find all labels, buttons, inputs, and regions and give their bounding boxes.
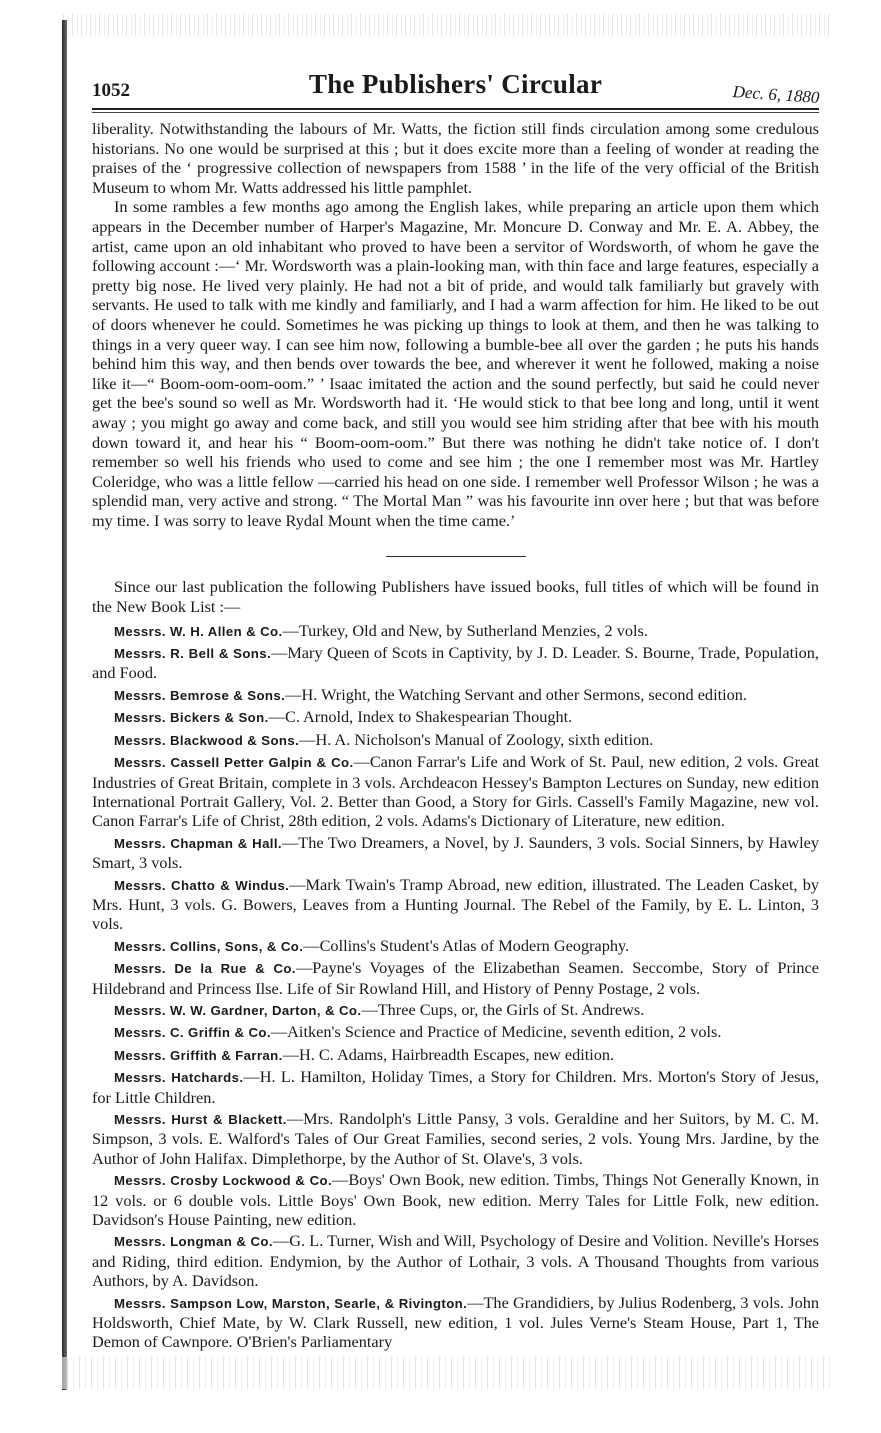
book-list <box>92 577 819 1351</box>
publisher-name: Messrs. Griffith & Farran. <box>114 1047 283 1063</box>
publisher-titles: —Boys' Own Book, new edition. Timbs, Things Not Generally Known, in 12 vols. or 6 double vols. Little Boys' Own Book, new edition. Merry Tales for Little Folk, new edition. Davidson's House Painting, new edition. <box>92 1170 819 1230</box>
publisher-name: Messrs. De la Rue & Co. <box>114 961 296 977</box>
journal-title: The Publishers' Circular <box>308 69 603 99</box>
book-list-entry <box>92 1109 819 1168</box>
publisher-name: Messrs. Hurst & Blackett. <box>114 1112 287 1127</box>
publisher-name: Messrs. Chatto & Windus. <box>114 877 290 893</box>
page-top-edge <box>60 14 830 36</box>
publisher-name: Messrs. Collins, Sons, & Co. <box>114 938 304 954</box>
book-list-entry <box>92 958 819 998</box>
book-list-entry <box>92 1170 819 1229</box>
publisher-name: Messrs. W. W. Gardner, Darton, & Co. <box>114 1002 362 1018</box>
publisher-titles: —H. A. Nicholson's Manual of Zoology, sixth edition. <box>299 729 654 749</box>
book-list-entry <box>92 1022 819 1042</box>
publisher-titles: —H. L. Hamilton, Holiday Times, a Story for Children. Mrs. Morton's Story of Jesus, for Little Children. <box>92 1067 819 1107</box>
publisher-name: Messrs. Bickers & Son. <box>114 710 269 726</box>
publisher-titles: —Aitken's Science and Practice of Medicine, seventh edition, 2 vols. <box>270 1022 722 1042</box>
publisher-titles: —Turkey, Old and New, by Sutherland Menzies, 2 vols. <box>282 620 648 640</box>
book-list-entry <box>92 1000 819 1020</box>
header-rule-thin <box>92 112 819 113</box>
article-paragraph: liberality. Notwithstanding the labours of Mr. Watts, the fiction still finds circulation among some credulous historians. No one would be surprised at this ; but it does excite more than a feeling of wonder at reading the praises of the ‘ progressive collection of newspapers from 1588 ’ in the life of the very official of the British Museum to whom Mr. Watts addressed his little pamphlet. <box>92 119 819 197</box>
book-list-entry <box>92 936 819 956</box>
book-list-entry <box>92 730 819 750</box>
publisher-name: Messrs. W. H. Allen & Co. <box>114 623 283 639</box>
publisher-titles: —Mrs. Randolph's Little Pansy, 3 vols. Geraldine and her Suitors, by M. C. M. Simpson, 3 vols. E. Walford's Tales of Our Great Families, second series, 2 vols. Young Mrs. Jardine, by the Author of John Halifax. Dimplethorpe, by the Author of St. Olave's, 3 vols. <box>92 1109 819 1168</box>
publisher-name: Messrs. Cassell Petter Galpin & Co. <box>114 755 354 771</box>
publisher-titles: —Three Cups, or, the Girls of St. Andrews. <box>361 999 645 1019</box>
publisher-titles: —Mark Twain's Tramp Abroad, new edition, illustrated. The Leaden Casket, by Mrs. Hunt, 3 vols. G. Bowers, Leaves from a Hunting Journal. The Rebel of the Family, by E. L. Linton, 3 vols. <box>92 874 819 934</box>
publisher-titles: —Payne's Voyages of the Elizabethan Seamen. Seccombe, Story of Prince Hildebrand and Princess Ilse. Life of Sir Rowland Hill, and History of Penny Postage, 2 vols. <box>92 958 819 998</box>
book-list-entries <box>92 621 819 1352</box>
article-paragraph: In some rambles a few months ago among the English lakes, while preparing an article upon them which appears in the December number of Harper's Magazine, Mr. Moncure D. Conway and Mr. E. A. Abbey, the artist, came upon an old inhabitant who proved to have been a servitor of Wordsworth, of whom he gave the following account :—‘ Mr. Wordsworth was a plain-looking man, with thin face and large features, especially a pretty big nose. He lived very plainly. He had not a bit of pride, and would talk familiarly but gravely with servants. He used to talk with me kindly and familiarly, and I had a warm affection for him. He liked to be out of doors whenever he could. Sometimes he was picking up things to look at them, and then he was talking to things in a very queer way. I can see him now, following a bumble-bee all over the garden ; he puts his hands behind him this way, and then bends over towards the bee, and wherever it went he followed, making a noise like it—“ Boom-oom-oom-oom.” ’ Isaac imitated the action and the sound perfectly, but said he could never get the bee's sound so well as Mr. Wordsworth had it. ‘He would stick to that bee long and long, until it went away ; you might go away and come back, and still you would see him striding after that bee with his mouth down toward it, and hear his “ Boom-oom-oom.” But there was nothing he didn't take notice of. I don't remember so well his friends who used to come and see him ; the one I remember most was Mr. Hartley Coleridge, who was a little fellow —carried his head on one side. I remember well Professor Wilson ; he was a splendid man, very active and strong. “ The Mortal Man ” was his favourite inn over here ; but that was before my time. I was sorry to leave Rydal Mount when the time came.’ <box>92 197 819 530</box>
publisher-name: Messrs. Hatchards. <box>114 1070 244 1086</box>
publisher-name: Messrs. R. Bell & Sons. <box>114 646 272 662</box>
book-list-entry <box>92 1293 819 1352</box>
publisher-name: Messrs. C. Griffin & Co. <box>114 1025 271 1041</box>
publisher-titles: —C. Arnold, Index to Shakespearian Thought. <box>268 707 573 727</box>
publisher-titles: —G. L. Turner, Wish and Will, Psychology of Desire and Volition. Neville's Horses and Riding, third edition. Endymion, by the Author of Lothair, 3 vols. A Thousand Thoughts from various Authors, by A. Davidson. <box>92 1231 819 1291</box>
book-list-entry <box>92 875 819 934</box>
book-list-entry <box>92 1067 819 1107</box>
publisher-titles: —Canon Farrar's Life and Work of St. Paul, new edition, 2 vols. Great Industries of Great Britain, complete in 3 vols. Archdeacon Hessey's Bampton Lectures on Sunday, new edition International Portrait Gallery, Vol. 2. Better than Good, a Story for Girls. Cassell's Family Magazine, new vol. Canon Farrar's Life of Christ, 28th edition, 2 vols. Adams's Dictionary of Literature, new edition. <box>92 752 819 831</box>
publisher-titles: —The Grandidiers, by Julius Rodenberg, 3 vols. John Holdsworth, Chief Mate, by W. Clark Russell, new edition, 1 vol. Jules Verne's Steam House, Part 1, The Demon of Cawnpore. O'Brien's Parliamentary <box>92 1292 819 1352</box>
publisher-titles: —The Two Dreamers, a Novel, by J. Saunders, 3 vols. Social Sinners, by Hawley Smart, 3 vols. <box>92 832 819 873</box>
header-rule <box>92 108 819 110</box>
book-list-intro: Since our last publication the following Publishers have issued books, full titles of which will be found in the New Book List :— <box>92 577 819 617</box>
page-number: 1052 <box>92 80 130 101</box>
book-list-entry <box>92 752 819 831</box>
book-list-entry <box>92 621 819 641</box>
running-header <box>92 58 821 108</box>
publisher-name: Messrs. Bemrose & Sons. <box>114 687 286 703</box>
publisher-name: Messrs. Sampson Low, Marston, Searle, & Rivington. <box>114 1295 468 1311</box>
publisher-name: Messrs. Crosby Lockwood & Co. <box>114 1173 333 1189</box>
page-binding-edge <box>62 20 67 1390</box>
book-list-entry <box>92 685 819 705</box>
book-list-entry <box>92 1045 819 1065</box>
publisher-titles: —Mary Queen of Scots in Captivity, by J. D. Leader. S. Bourne, Trade, Population, and Food. <box>92 643 819 683</box>
page-bottom-edge <box>62 1357 830 1389</box>
publisher-name: Messrs. Chapman & Hall. <box>114 835 282 851</box>
publisher-titles: —H. Wright, the Watching Servant and other Sermons, second edition. <box>285 684 747 704</box>
publisher-titles: —H. C. Adams, Hairbreadth Escapes, new edition. <box>282 1044 615 1064</box>
section-divider <box>386 556 526 557</box>
book-list-entry <box>92 643 819 683</box>
book-list-entry <box>92 1231 819 1290</box>
publisher-titles: —Collins's Student's Atlas of Modern Geography. <box>303 935 630 955</box>
article <box>92 119 819 530</box>
issue-date: Dec. 6, 1880 <box>732 82 821 108</box>
publisher-name: Messrs. Longman & Co. <box>114 1234 273 1250</box>
book-list-entry <box>92 833 819 873</box>
publisher-name: Messrs. Blackwood & Sons. <box>114 732 300 748</box>
book-list-entry <box>92 707 819 727</box>
